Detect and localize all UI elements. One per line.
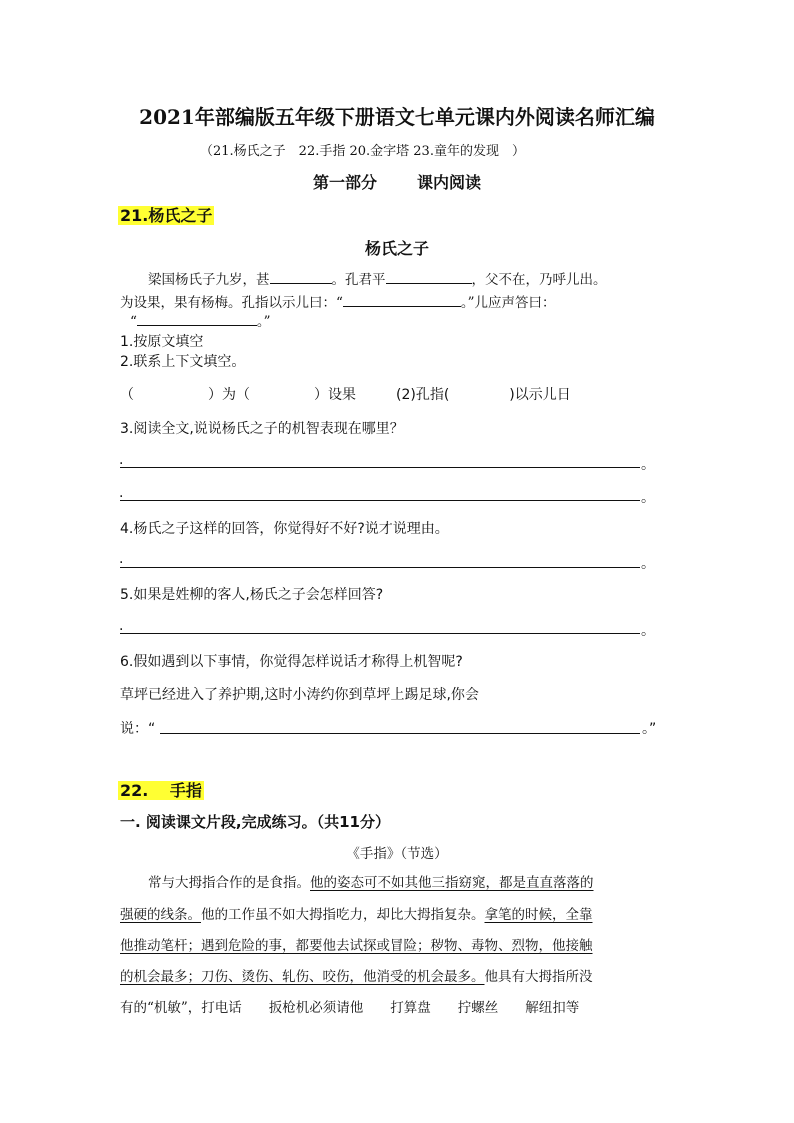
passage-line-3: “ 。” bbox=[130, 310, 271, 330]
section-21-text-title: 杨氏之子 bbox=[364, 239, 429, 258]
answer-line[interactable] bbox=[160, 732, 640, 734]
passage-22-line-5: 有的“机敏”，打电话 扳枪机必须请他 打算盘 拧螺丝 解纽扣等 bbox=[120, 1000, 580, 1016]
question-2-blanks: （ ）为（ ）设果 (2)孔指( )以示儿日 bbox=[120, 387, 571, 403]
passage-22-line-4: 的机会最多；刀伤、烫伤、轧伤、咬伤，他消受的机会最多。他具有大拇指所没 bbox=[120, 969, 593, 985]
page-subtitle: （21.杨氏之子 22.手指 20.金字塔 23.童年的发现 ） bbox=[200, 144, 525, 159]
fill-blank[interactable] bbox=[137, 311, 257, 326]
question-6: 6.假如遇到以下事情，你觉得怎样说话才称得上机智呢? bbox=[120, 654, 463, 670]
passage-line-2: 为设果，果有杨梅。孔指以示儿曰：“ 。”儿应声答曰： bbox=[120, 291, 556, 311]
section-21-heading: 21.杨氏之子 bbox=[120, 206, 213, 225]
fill-blank[interactable] bbox=[270, 269, 332, 284]
answer-line[interactable] bbox=[120, 566, 640, 568]
question-1: 1.按原文填空 bbox=[120, 334, 204, 350]
passage-line-1: 梁国杨氏子九岁，甚 。孔君平 ，父不在，乃呼儿出。 bbox=[148, 268, 607, 288]
section-22-subheading: 一. 阅读课文片段,完成练习。（共11分） bbox=[120, 813, 390, 831]
fill-blank[interactable] bbox=[386, 269, 472, 284]
section-22-heading: 22. 手指 bbox=[120, 781, 202, 800]
passage-22-line-2: 强硬的线条。他的工作虽不如大拇指吃力，却比大拇指复杂。拿笔的时候，全靠 bbox=[120, 907, 593, 923]
question-4: 4.杨氏之子这样的回答，你觉得好不好?说才说理由。 bbox=[120, 521, 449, 537]
question-3: 3.阅读全文,说说杨氏之子的机智表现在哪里？ bbox=[120, 421, 404, 437]
part-heading bbox=[0, 170, 794, 193]
passage-22-line-3: 他推动笔杆；遇到危险的事，都要他去试探或冒险；秽物、毒物、烈物，他接触 bbox=[120, 938, 593, 954]
answer-line[interactable] bbox=[120, 632, 640, 634]
question-6-scene: 草坪已经进入了养护期,这时小涛约你到草坪上踢足球,你会 bbox=[120, 687, 479, 703]
answer-line[interactable] bbox=[120, 499, 640, 501]
fill-blank[interactable] bbox=[343, 292, 461, 307]
passage-22-line-1: 常与大拇指合作的是食指。他的姿态可不如其他三指窈窕，都是直直落落的 bbox=[148, 875, 594, 891]
question-5: 5.如果是姓柳的客人,杨氏之子会怎样回答? bbox=[120, 587, 384, 603]
answer-line[interactable] bbox=[120, 466, 640, 468]
part-name: 课内阅读 bbox=[417, 173, 482, 192]
page-title: 2021年部编版五年级下册语文七单元课内外阅读名师汇编 bbox=[139, 105, 655, 129]
part-number: 第一部分 bbox=[312, 173, 377, 192]
question-2: 2.联系上下文填空。 bbox=[120, 354, 246, 370]
question-6-say-label: 说：“ bbox=[120, 721, 156, 737]
section-22-text-title: 《手指》（节选） bbox=[346, 846, 448, 862]
